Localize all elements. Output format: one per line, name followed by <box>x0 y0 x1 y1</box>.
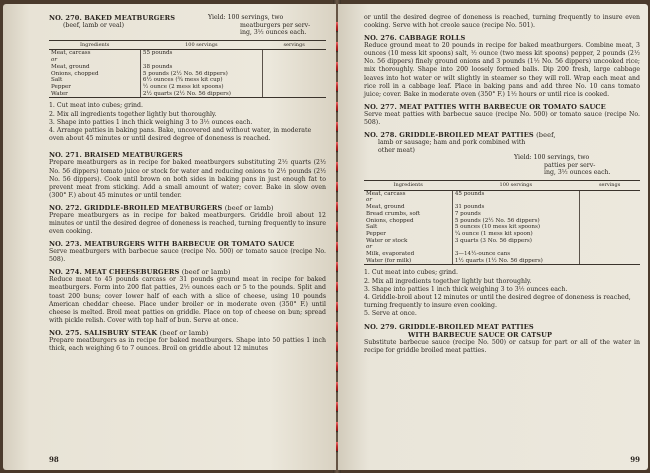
recipe-275-title-main: NO. 275. SALISBURY STEAK <box>49 328 158 337</box>
servings-cell <box>579 190 640 197</box>
ingredient-cell: Pepper <box>49 84 140 91</box>
amount-cell <box>140 57 262 64</box>
step-item: 1. Cut meat into cubes; grind. <box>364 269 458 277</box>
table-row <box>364 190 640 197</box>
step-item: 2. Mix all ingredients together lightly but thoroughly. <box>364 277 532 285</box>
recipe-278-title-tail: (beef, <box>536 131 556 140</box>
ingredient-cell: Onions, chopped <box>49 71 140 78</box>
table-header: servings <box>262 40 326 50</box>
servings-cell <box>579 258 640 265</box>
servings-cell <box>262 64 326 71</box>
recipe-270-yield-3: ing, 3½ ounces each. <box>240 29 307 37</box>
page-number-right: 99 <box>630 455 640 464</box>
table-row <box>364 224 640 231</box>
left-page <box>3 4 336 470</box>
table-row <box>49 57 326 64</box>
ingredient-cell: Meat, ground <box>49 64 140 71</box>
recipe-270-subtitle: (beef, lamb or veal) <box>63 22 125 29</box>
ingredient-cell: Water (for milk) <box>364 258 452 265</box>
recipe-279-title-2: WITH BARBECUE SAUCE OR CATSUP <box>408 330 553 339</box>
table-row <box>364 204 640 211</box>
recipe-272-title-tail: (beef or lamb) <box>224 203 274 212</box>
table-row <box>364 231 640 238</box>
recipe-272-title <box>49 204 326 212</box>
table-row <box>364 197 640 204</box>
recipe-277-text: Serve meat patties with barbecue sauce (recipe No. 500) or tomato sauce (recipe No. 508). <box>364 110 640 126</box>
recipe-272-text: Prepare meatburgers as in recipe for baked meatburgers. Griddle broil about 12 minutes or until the desired degree of doneness is reached, turning frequently to insure even cooking. <box>49 211 326 236</box>
amount-cell: 1½ quarts (1½ No. 56 dippers) <box>452 258 579 265</box>
amount-cell: 2½ quarts (2½ No. 56 dippers) <box>140 91 262 98</box>
table-header: Ingredients <box>49 40 140 50</box>
servings-cell <box>262 84 326 91</box>
amount-cell: 55 pounds <box>140 50 262 57</box>
amount-cell: 38 pounds <box>140 64 262 71</box>
table-row <box>364 251 640 258</box>
recipe-273-title: NO. 273. MEATBURGERS WITH BARBECUE OR TOMATO SAUCE <box>49 240 295 249</box>
amount-cell: 5 pounds (2½ No. 56 dippers) <box>452 218 579 225</box>
ingredient-cell: or <box>49 57 140 64</box>
amount-cell: ½ ounce (2 mess kit spoons) <box>140 84 262 91</box>
servings-cell <box>579 197 640 204</box>
recipe-275-text: Prepare meatburgers as in recipe for baked meatburgers. Shape into 50 patties 1 inch thick, each weighing 6 to 7 ounces. Broil on griddle about 12 minutes <box>49 336 326 353</box>
ingredient-cell: Pepper <box>364 231 452 238</box>
recipe-278-steps <box>364 269 640 318</box>
recipe-274-title-tail: (beef or lamb) <box>181 268 231 277</box>
recipe-270-steps <box>49 102 326 143</box>
recipe-274-title <box>49 268 326 276</box>
ingredient-cell: Meat, carcass <box>49 50 140 57</box>
ingredient-cell: Salt <box>364 224 452 231</box>
recipe-273-text: Serve meatburgers with barbecue sauce (recipe No. 500) or tomato sauce (recipe No. 508). <box>49 248 326 264</box>
ingredient-cell: Bread crumbs, soft <box>364 211 452 218</box>
recipe-270-yield-1: Yield: 100 servings, two <box>208 14 284 21</box>
table-header: servings <box>579 181 640 191</box>
step-item: 4. Arrange patties in baking pans. Bake, uncovered and without water, in moderate oven about 45 minutes or until desired degree of doneness is reached. <box>49 127 312 143</box>
amount-cell: 45 pounds <box>452 190 579 197</box>
servings-cell <box>579 244 640 251</box>
table-header: 100 servings <box>452 181 579 191</box>
recipe-276-title: NO. 276. CABBAGE ROLLS <box>364 34 466 43</box>
recipe-279-title-1: NO. 279. GRIDDLE-BROILED MEAT PATTIES <box>364 322 534 331</box>
amount-cell: 5 ounces (10 mess kit spoons) <box>452 224 579 231</box>
ingredient-cell: Water or stock <box>364 238 452 245</box>
table-row <box>49 84 326 91</box>
ingredient-cell: Water <box>49 91 140 98</box>
recipe-271-text: Prepare meatburgers as in recipe for baked meatburgers substituting 2½ quarts (2½ No. 56 dippers) tomato juice or stock for water and reducing onions to 2½ pounds (2½ No. 56 dippers). Cook until brown on both sides in baking pans in just enough fat to prevent meat from sticking. Add a small amount of water; cover. Bake in slow oven (300° F.) about 45 minutes or until tender. <box>49 159 326 199</box>
recipe-278-yield-3: ing, 3½ ounces each. <box>544 169 611 177</box>
ingredient-cell: Meat, ground <box>364 204 452 211</box>
ingredient-cell: or <box>364 197 452 204</box>
recipe-270-yield-2: meatburgers per serv- <box>240 21 311 29</box>
table-row <box>49 64 326 71</box>
table-row <box>364 211 640 218</box>
table-row <box>364 238 640 245</box>
amount-cell: 3—14½-ounce cans <box>452 251 579 258</box>
recipe-276-text: Reduce ground meat to 20 pounds in recipe for baked meatburgers. Combine meat, 3 ounces (10 mess kit spoons) salt, ½ ounce (two mess kit spoons) pepper, 2 pounds (2½ No. 56 dippers) finely ground onions and 3 pounds (1½ No. 56 dippers) uncooked rice; mix thoroughly. Shape into 200 loosely formed balls. Dip 200 fresh, large cabbage leaves into hot water or wilt slightly in steamer so they will roll. Wrap each meat and rice roll in a cabbage leaf. Place in baking pans and add three No. 10 cans tomato juice; cover. Bake in moderate oven (350° F.) 1½ hours or until rice is cooked. <box>364 42 640 98</box>
step-item: 1. Cut meat into cubes; grind. <box>49 102 143 110</box>
right-page <box>338 4 648 470</box>
servings-cell <box>579 204 640 211</box>
ingredient-cell: Onions, chopped <box>364 218 452 225</box>
recipe-270-title: NO. 270. BAKED MEATBURGERS <box>49 14 176 22</box>
recipe-275-continued: or until the desired degree of doneness is reached, turning frequently to insure even cooking. Serve with hot creole sauce (recipe No. 501). <box>364 14 640 30</box>
recipe-278-title-main: NO. 278. GRIDDLE-BROILED MEAT PATTIES <box>364 131 534 140</box>
servings-cell <box>579 238 640 245</box>
recipe-279-text: Substitute barbecue sauce (recipe No. 500) or catsup for part or all of the water in recipe for griddle broiled meat patties. <box>364 338 640 354</box>
servings-cell <box>579 224 640 231</box>
recipe-275-title-tail: (beef or lamb) <box>159 328 209 337</box>
recipe-278-ingredients-table <box>364 180 640 265</box>
table-header: 100 servings <box>140 40 262 50</box>
recipe-278-subtitle-1: lamb or sausage; ham and pork combined with <box>378 139 526 147</box>
step-item: 4. Griddle-broil about 12 minutes or until the desired degree of doneness is reached, turning frequently to insure even cooking. <box>364 294 631 310</box>
recipe-278-subtitle-2: other meat) <box>378 146 415 154</box>
ingredient-cell: Salt <box>49 77 140 84</box>
recipe-274-title-main: NO. 274. MEAT CHEESEBURGERS <box>49 268 180 277</box>
servings-cell <box>262 57 326 64</box>
ingredient-cell: Meat, carcass <box>364 190 452 197</box>
servings-cell <box>579 231 640 238</box>
amount-cell: 3 quarts (3 No. 56 dippers) <box>452 238 579 245</box>
step-item: 5. Serve at once. <box>364 310 417 318</box>
recipe-271-title: NO. 271. BRAISED MEATBURGERS <box>49 151 183 160</box>
recipe-272-title-main: NO. 272. GRIDDLE-BROILED MEATBURGERS <box>49 203 223 212</box>
table-row <box>364 258 640 265</box>
ingredient-cell: or <box>364 244 452 251</box>
table-header: Ingredients <box>364 181 452 191</box>
amount-cell: 31 pounds <box>452 204 579 211</box>
recipe-278-yield-1: Yield: 100 servings, two <box>514 154 590 162</box>
table-row <box>49 91 326 98</box>
recipe-278-yield-2: patties per serv- <box>544 161 596 169</box>
amount-cell: ¼ ounce (1 mess kit spoon) <box>452 231 579 238</box>
table-row <box>49 50 326 57</box>
servings-cell <box>262 77 326 84</box>
servings-cell <box>579 218 640 225</box>
servings-cell <box>579 211 640 218</box>
amount-cell: 6½ ounces (¾ mess kit cup) <box>140 77 262 84</box>
servings-cell <box>579 251 640 258</box>
recipe-270-header <box>49 14 326 37</box>
recipe-275-title <box>49 329 326 337</box>
recipe-277-title: NO. 277. MEAT PATTIES WITH BARBECUE OR TOMATO SAUCE <box>364 102 606 111</box>
servings-cell <box>262 50 326 57</box>
ingredient-cell: Milk, evaporated <box>364 251 452 258</box>
step-item: 3. Shape into patties 1 inch thick weighing 3 to 3½ ounces each. <box>364 285 568 293</box>
recipe-278-header <box>364 139 640 154</box>
servings-cell <box>262 91 326 98</box>
step-item: 2. Mix all ingredients together lightly but thoroughly. <box>49 110 217 118</box>
table-row <box>49 77 326 84</box>
page-number-left: 98 <box>49 455 59 464</box>
amount-cell: 7 pounds <box>452 211 579 218</box>
step-item: 3. Shape into patties 1 inch thick weighing 3 to 3½ ounces each. <box>49 118 253 126</box>
recipe-274-text: Reduce meat to 45 pounds carcass or 31 pounds ground meat in recipe for baked meatburgers. Form into 200 flat patties, 2½ ounces each or 5 to the pounds. Split and toast 200 buns; cover lower half of each with a slice of cheese, using 10 pounds American cheddar cheese. Place under broiler or in moderate oven (350° F.) until cheese is melted. Broil meat patties on griddle. Place on top of cheese on bun; spread with pickle relish. Cover with top half of bun. Serve at once. <box>49 276 326 324</box>
servings-cell <box>262 71 326 78</box>
recipe-270-ingredients-table <box>49 40 326 99</box>
recipe-278-title <box>364 131 640 139</box>
amount-cell: 5 pounds (2½ No. 56 dippers) <box>140 71 262 78</box>
amount-cell <box>452 197 579 204</box>
